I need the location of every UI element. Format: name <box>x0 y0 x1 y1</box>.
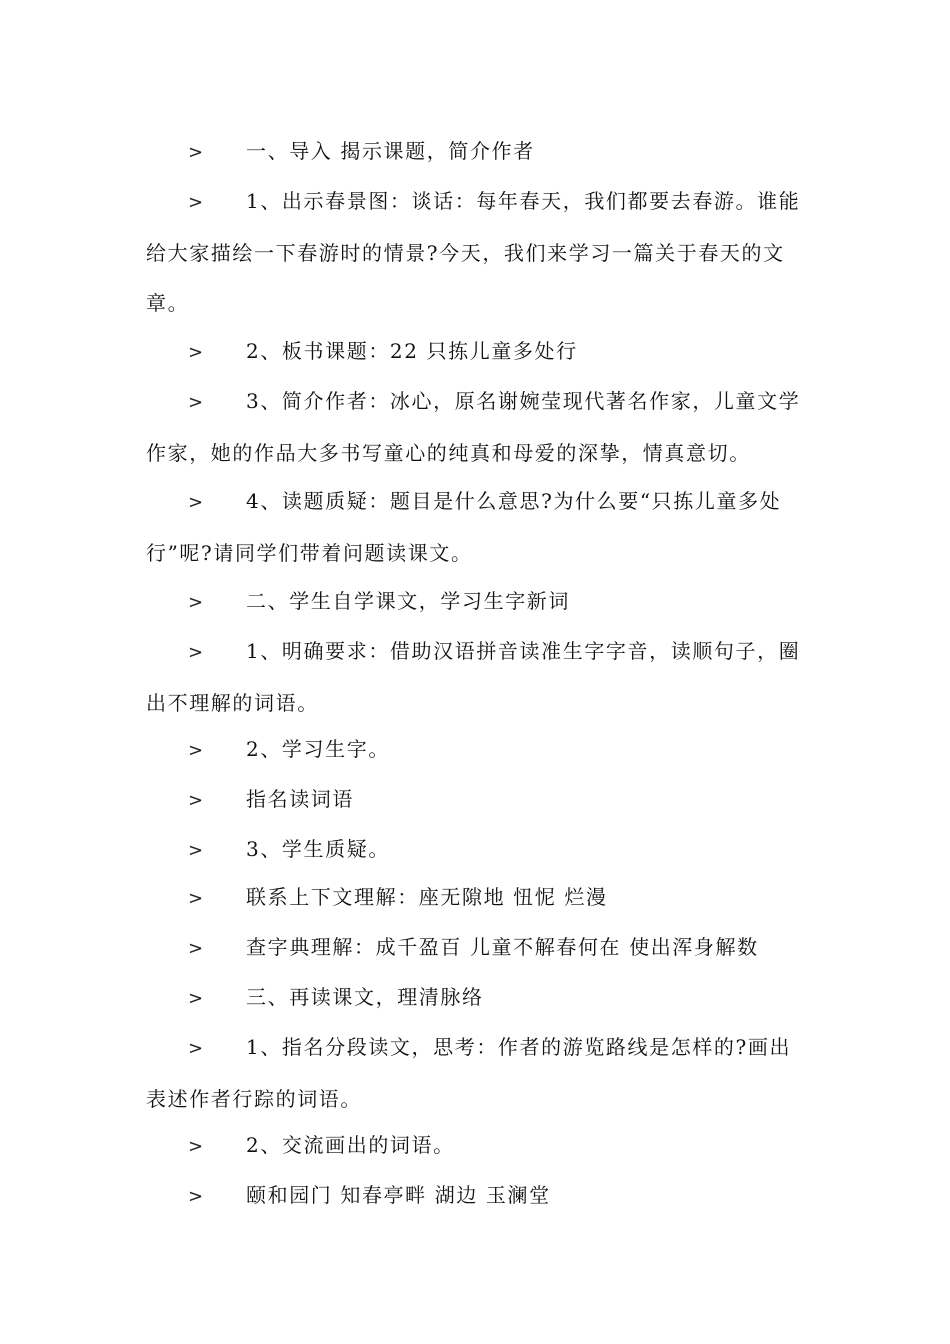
paragraph-text: 指名读词语 <box>246 787 354 811</box>
bullet-arrow-icon: > <box>188 492 205 513</box>
paragraph-text: 颐和园门 知春亭畔 湖边 玉澜堂 <box>246 1183 551 1207</box>
paragraph-text: 二、学生自学课文，学习生字新词 <box>246 589 570 613</box>
paragraph-text: 3、简介作者：冰心，原名谢婉莹现代著名作家，儿童文学作家，她的作品大多书写童心的纯真和母爱的深挚，情真意切。 <box>146 389 801 465</box>
paragraph-text: 1、明确要求：借助汉语拼音读准生字字音，读顺句子，圈出不理解的词语。 <box>146 639 801 715</box>
paragraph <box>146 972 810 1024</box>
paragraph <box>146 922 810 974</box>
paragraph <box>146 824 810 876</box>
paragraph <box>146 476 810 578</box>
bullet-arrow-icon: > <box>188 840 205 861</box>
paragraph-text: 2、交流画出的词语。 <box>246 1133 455 1157</box>
paragraph-text: 2、学习生字。 <box>246 737 390 761</box>
paragraph <box>146 774 810 826</box>
paragraph-text: 1、出示春景图：谈话：每年春天，我们都要去春游。谁能给大家描绘一下春游时的情景?今天，我们来学习一篇关于春天的文章。 <box>146 189 801 315</box>
paragraph-text: 联系上下文理解：座无隙地 忸怩 烂漫 <box>246 885 608 909</box>
bullet-arrow-icon: > <box>188 392 205 413</box>
paragraph-text: 三、再读课文，理清脉络 <box>246 985 484 1009</box>
bullet-arrow-icon: > <box>188 192 205 213</box>
paragraph <box>146 626 810 728</box>
paragraph <box>146 176 810 328</box>
bullet-arrow-icon: > <box>188 938 205 959</box>
paragraph <box>146 576 810 628</box>
bullet-arrow-icon: > <box>188 888 205 909</box>
bullet-arrow-icon: > <box>188 592 205 613</box>
paragraph <box>146 126 810 178</box>
bullet-arrow-icon: > <box>188 988 205 1009</box>
bullet-arrow-icon: > <box>188 1186 205 1207</box>
bullet-arrow-icon: > <box>188 1136 205 1157</box>
bullet-arrow-icon: > <box>188 790 205 811</box>
paragraph <box>146 1170 810 1222</box>
bullet-arrow-icon: > <box>188 740 205 761</box>
paragraph <box>146 724 810 776</box>
bullet-arrow-icon: > <box>188 642 205 663</box>
bullet-arrow-icon: > <box>188 1038 205 1059</box>
bullet-arrow-icon: > <box>188 342 205 363</box>
bullet-arrow-icon: > <box>188 142 205 163</box>
paragraph <box>146 326 810 378</box>
paragraph-text: 1、指名分段读文，思考：作者的游览路线是怎样的?画出表述作者行踪的词语。 <box>146 1035 792 1111</box>
paragraph <box>146 376 810 478</box>
paragraph-text: 2、板书课题：22 只拣儿童多处行 <box>246 339 578 363</box>
paragraph-text: 4、读题质疑：题目是什么意思?为什么要“只拣儿童多处行”呢?请同学们带着问题读课文。 <box>146 489 782 565</box>
paragraph <box>146 1120 810 1172</box>
paragraph-text: 3、学生质疑。 <box>246 837 390 861</box>
paragraph <box>146 872 810 924</box>
paragraph <box>146 1022 810 1124</box>
paragraph-text: 一、导入 揭示课题，简介作者 <box>246 139 535 163</box>
paragraph-text: 查字典理解：成千盈百 儿童不解春何在 使出浑身解数 <box>246 935 759 959</box>
